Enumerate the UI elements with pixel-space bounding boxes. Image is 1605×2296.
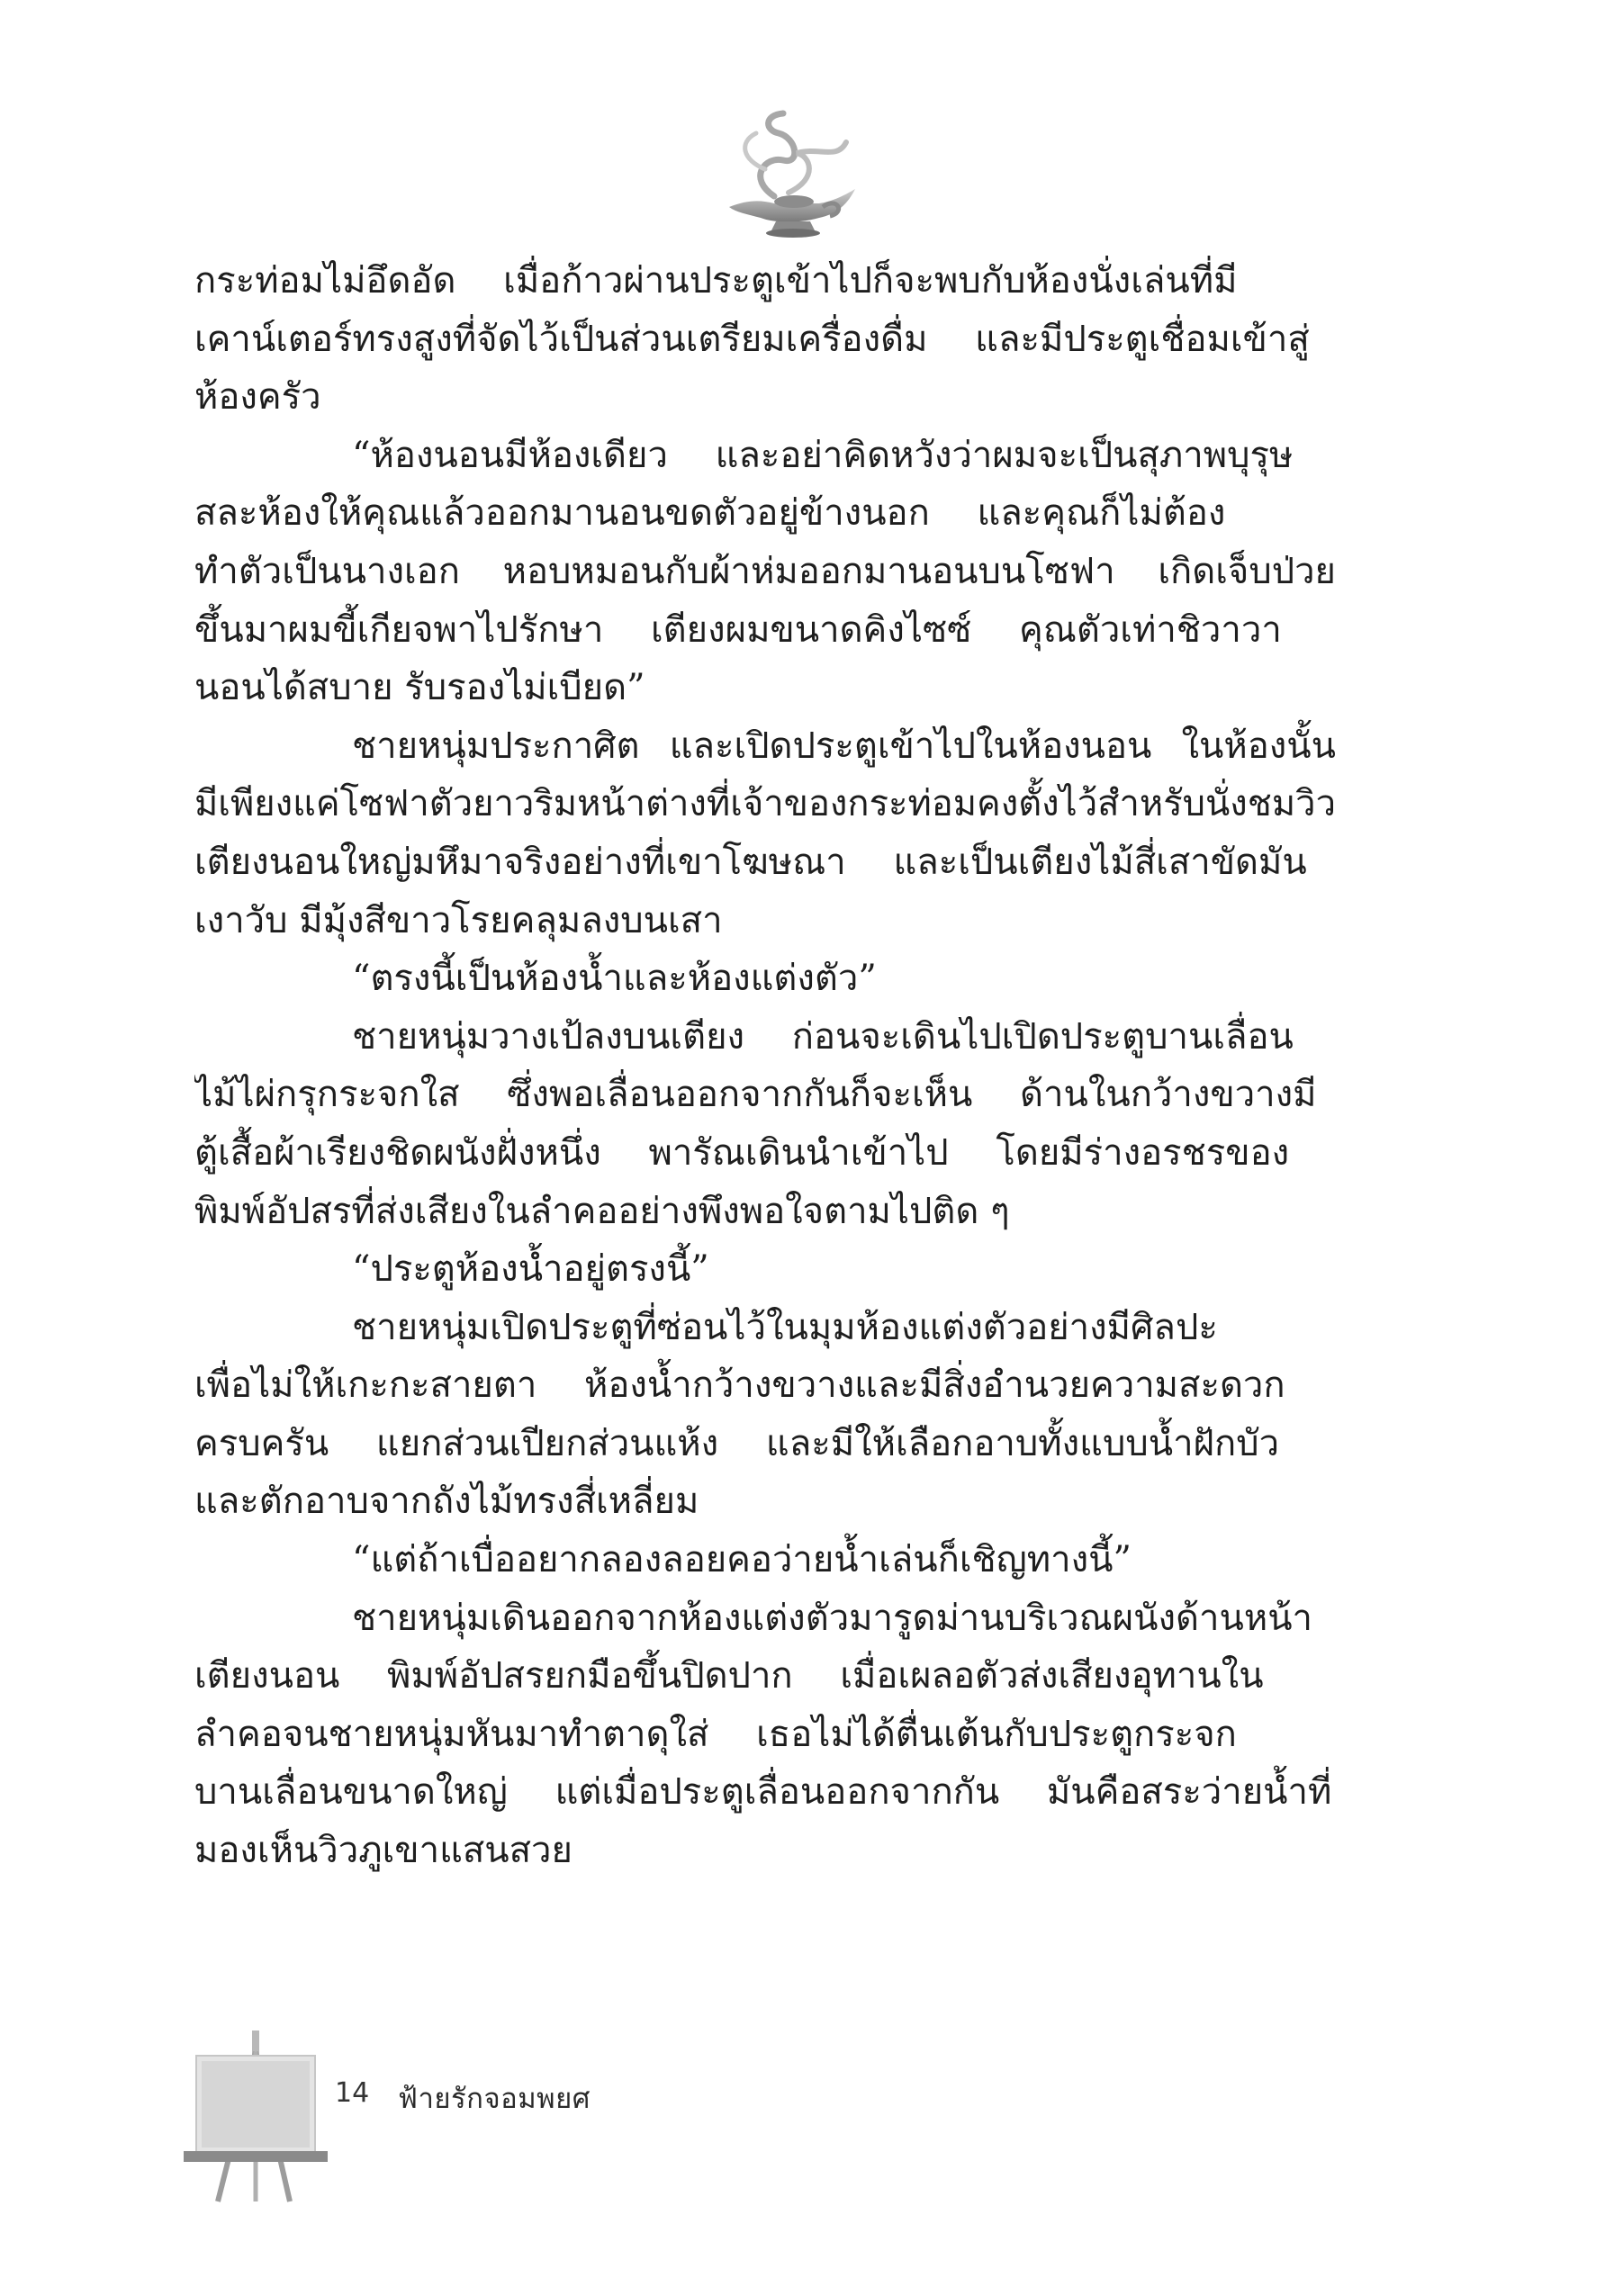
text-line: ชายหนุ่มเดินออกจากห้องแต่งตัวมารูดม่านบริเวณผนังด้านหน้า — [352, 1597, 1312, 1639]
text-line: กระท่อมไม่อึดอัด เมื่อก้าวผ่านประตูเข้าไปก็จะพบกับห้องนั่งเล่นที่มี — [194, 260, 1238, 302]
text-line: มองเห็นวิวภูเขาแสนสวย — [194, 1830, 573, 1872]
easel-icon — [180, 2025, 333, 2205]
text-line: เพื่อไม่ให้เกะกะสายตา ห้องน้ำกว้างขวางและมีสิ่งอำนวยความสะดวก — [194, 1364, 1285, 1407]
text-line: “แต่ถ้าเบื่ออยากลองลอยคอว่ายน้ำเล่นก็เชิญทางนี้” — [352, 1539, 1132, 1581]
text-line: นอนได้สบาย รับรองไม่เบียด” — [194, 667, 645, 709]
text-line: “ตรงนี้เป็นห้องน้ำและห้องแต่งตัว” — [352, 958, 877, 1000]
text-line: ตู้เสื้อผ้าเรียงชิดผนังฝั่งหนึ่ง พารัณเดินนำเข้าไป โดยมีร่างอรชรของ — [194, 1131, 1290, 1174]
text-line: ครบครัน แยกส่วนเปียกส่วนแห้ง และมีให้เลือกอาบทั้งแบบน้ำฝักบัว — [194, 1422, 1280, 1464]
text-line: ขึ้นมาผมขี้เกียจพาไปรักษา เตียงผมขนาดคิงไซซ์ คุณตัวเท่าชิวาวา — [194, 608, 1282, 651]
text-line: ลำคอจนชายหนุ่มหันมาทำตาดุใส่ เธอไม่ได้ตื่นเต้นกับประตูกระจก — [194, 1713, 1237, 1755]
genie-lamp-icon — [711, 106, 864, 250]
text-line: ไม้ไผ่กรุกระจกใส ซึ่งพอเลื่อนออกจากกันก็จะเห็น ด้านในกว้างขวางมี — [194, 1074, 1317, 1116]
text-line: สละห้องให้คุณแล้วออกมานอนขดตัวอยู่ข้างนอก และคุณก็ไม่ต้อง — [194, 492, 1226, 535]
text-line: มีเพียงแค่โซฟาตัวยาวริมหน้าต่างที่เจ้าของกระท่อมคงตั้งไว้สำหรับนั่งชมวิว — [194, 783, 1336, 825]
text-line: ห้องครัว — [194, 376, 321, 419]
text-line: ชายหนุ่มวางเป้ลงบนเตียง ก่อนจะเดินไปเปิดประตูบานเลื่อน — [352, 1015, 1294, 1058]
page-footer — [180, 2025, 720, 2205]
book-title: ฟ้ายรักจอมพยศ — [398, 2083, 591, 2115]
text-line: “ห้องนอนมีห้องเดียว และอย่าคิดหวังว่าผมจะเป็นสุภาพบุรุษ — [352, 434, 1294, 476]
page-body-text — [194, 252, 1336, 1880]
text-line: ชายหนุ่มประกาศิต และเปิดประตูเข้าไปในห้องนอน ในห้องนั้น — [352, 725, 1336, 767]
text-line: เคาน์เตอร์ทรงสูงที่จัดไว้เป็นส่วนเตรียมเครื่องดื่ม และมีประตูเชื่อมเข้าสู่ — [194, 318, 1310, 360]
text-line: พิมพ์อัปสรที่ส่งเสียงในลำคออย่างพึงพอใจตามไปติด ๆ — [194, 1190, 1010, 1232]
text-line: ชายหนุ่มเปิดประตูที่ซ่อนไว้ในมุมห้องแต่งตัวอย่างมีศิลปะ — [352, 1306, 1218, 1348]
page-number: 14 — [335, 2077, 370, 2109]
text-line: ทำตัวเป็นนางเอก หอบหมอนกับผ้าห่มออกมานอนบนโซฟา เกิดเจ็บป่วย — [194, 550, 1336, 592]
text-line: เตียงนอน พิมพ์อัปสรยกมือขึ้นปิดปาก เมื่อเผลอตัวส่งเสียงอุทานใน — [194, 1655, 1264, 1697]
text-line: เงาวับ มีมุ้งสีขาวโรยคลุมลงบนเสา — [194, 899, 723, 941]
text-line: เตียงนอนใหญ่มหึมาจริงอย่างที่เขาโฆษณา และเป็นเตียงไม้สี่เสาขัดมัน — [194, 841, 1307, 883]
text-line: บานเลื่อนขนาดใหญ่ แต่เมื่อประตูเลื่อนออกจากกัน มันคือสระว่ายน้ำที่ — [194, 1771, 1332, 1814]
text-line: และตักอาบจากถังไม้ทรงสี่เหลี่ยม — [194, 1481, 699, 1523]
text-line: “ประตูห้องน้ำอยู่ตรงนี้” — [352, 1248, 709, 1291]
